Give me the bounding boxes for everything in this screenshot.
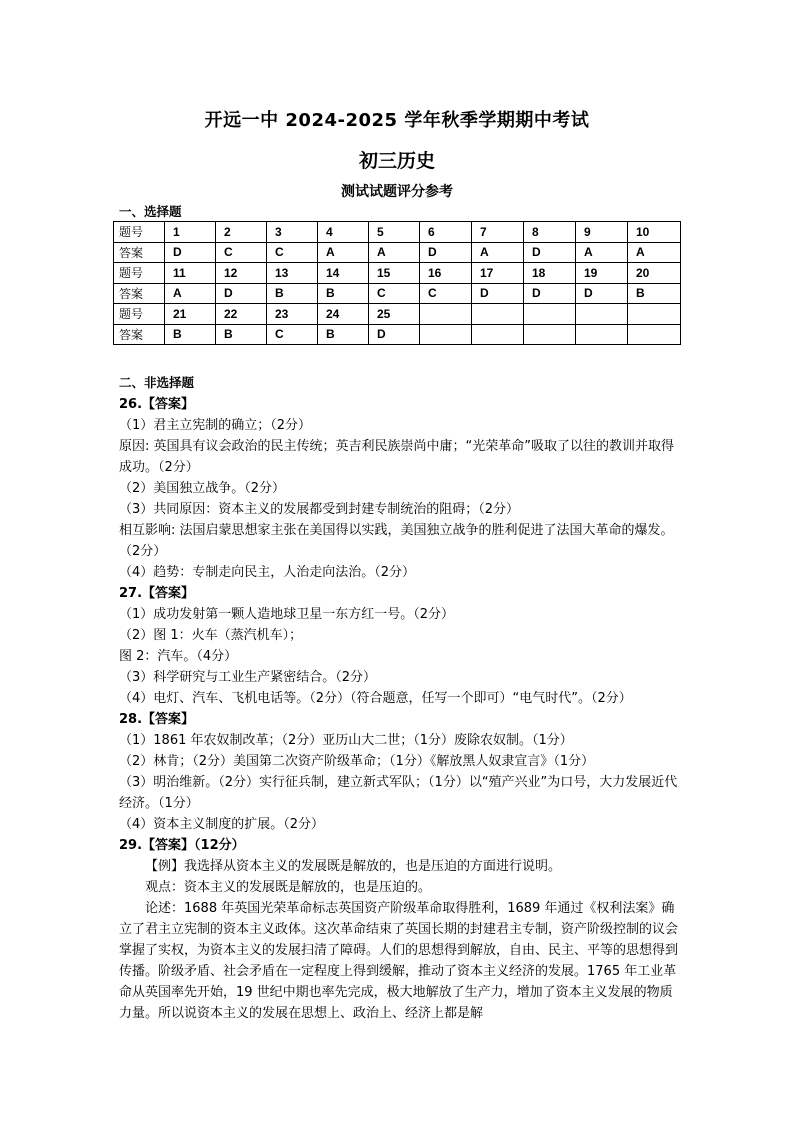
answer-line: （3）共同原因：资本主义的发展都受到封建专制统治的阻碍；（2分） [119,502,520,517]
answer-line: （2）林肯；（2分）美国第二次资产阶级革命；（1分）《解放黑人奴隶宣言》（1分） [119,754,595,769]
table-cell: D [369,324,420,345]
question-heading: 28.【答案】 [119,712,195,727]
answer-line: （2）美国独立战争。（2分） [119,481,286,496]
table-cell: B [216,324,267,345]
table-cell: D [420,242,472,263]
table-cell: D [524,242,576,263]
table-cell: 24 [318,304,369,325]
table-cell: 22 [216,304,267,325]
table-cell: C [369,283,420,304]
table-cell: 9 [576,222,628,243]
table-cell: A [369,242,420,263]
table-cell: 4 [318,222,369,243]
row-label: 答案 [114,242,165,263]
row-label: 答案 [114,283,165,304]
table-cell: D [165,242,216,263]
table-cell: A [318,242,369,263]
table-cell: 18 [524,263,576,284]
table-cell: D [524,283,576,304]
answer-line: （4）资本主义制度的扩展。（2分） [119,817,325,832]
answer-line: 原因: 英国具有议会政治的民主传统；英吉利民族崇尚中庸；“光荣革命”吸取了以往的教训并取得成功。（2分） [119,439,674,475]
table-row [114,324,681,345]
answer-line: 观点：资本主义的发展既是解放的，也是压迫的。 [145,880,432,895]
table-cell: 6 [420,222,472,243]
row-label: 题号 [114,263,165,284]
table-cell: 3 [267,222,318,243]
table-cell: A [472,242,524,263]
table-cell: 1 [165,222,216,243]
table-cell [420,304,472,325]
table-cell [420,324,472,345]
table-cell [576,324,628,345]
subject-title: 初三历史 [358,150,435,172]
table-cell: D [576,283,628,304]
table-cell: 15 [369,263,420,284]
question-heading: 26.【答案】 [119,397,195,412]
answer-line: 相互影响: 法国启蒙思想家主张在美国得以实践，美国独立战争的胜利促进了法国大革命的爆发。（2分） [119,523,674,559]
table-row [114,242,681,263]
answer-line: （4）电灯、汽车、飞机电话等。（2分）（符合题意，任写一个即可）“电气时代”。（2分） [119,691,632,706]
table-cell: 14 [318,263,369,284]
table-row [114,263,681,284]
table-cell: 23 [267,304,318,325]
section-choice-heading: 一、选择题 [119,204,182,219]
answer-line: 【例】我选择从资本主义的发展既是解放的，也是压迫的方面进行说明。 [145,859,562,874]
table-cell: 11 [165,263,216,284]
answer-line: （2）图 1：火车（蒸汽机车）； [119,628,303,643]
table-row [114,222,681,243]
table-cell: A [576,242,628,263]
answer-table [113,221,681,345]
row-label: 题号 [114,222,165,243]
table-cell: 5 [369,222,420,243]
table-cell: C [420,283,472,304]
answer-line: （3）科学研究与工业生产紧密结合。（2分） [119,670,377,685]
table-cell: 21 [165,304,216,325]
table-cell: C [267,242,318,263]
table-cell: 8 [524,222,576,243]
table-cell: 16 [420,263,472,284]
table-cell: 7 [472,222,524,243]
table-cell: C [216,242,267,263]
answer-line: （1）1861 年农奴制改革；（2分）亚历山大二世；（1分）废除农奴制。（1分） [119,733,573,748]
table-cell: D [472,283,524,304]
section-nonchoice-heading: 二、非选择题 [119,375,195,390]
answer-line: （4）趋势：专制走向民主，人治走向法治。（2分） [119,565,416,580]
answer-line: （3）明治维新。（2分）实行征兵制，建立新式军队；（1分）以“殖产兴业”为口号，大力发展近代经济。（1分） [119,775,678,811]
table-cell: B [628,283,681,304]
table-cell: 20 [628,263,681,284]
exam-title: 开远一中 2024-2025 学年秋季学期期中考试 [204,110,590,131]
row-label: 答案 [114,324,165,345]
answer-line: 图 2：汽车。（4分） [119,649,238,664]
question-heading: 27.【答案】 [119,586,195,601]
table-cell: 25 [369,304,420,325]
table-cell: C [267,324,318,345]
question-heading: 29.【答案】（12分） [119,838,245,853]
table-cell: B [267,283,318,304]
table-cell [524,304,576,325]
table-cell: A [628,242,681,263]
table-cell: B [318,324,369,345]
table-cell [628,304,681,325]
table-cell: D [216,283,267,304]
table-cell: 2 [216,222,267,243]
table-cell: 13 [267,263,318,284]
table-cell: A [165,283,216,304]
table-row [114,304,681,325]
table-cell: 17 [472,263,524,284]
table-cell [472,324,524,345]
answer-line: （1）君主立宪制的确立；（2分） [119,418,312,433]
table-cell: 12 [216,263,267,284]
table-cell: B [318,283,369,304]
answer-line: （1）成功发射第一颗人造地球卫星一东方红一号。（2分） [119,607,455,622]
table-cell [628,324,681,345]
table-cell [524,324,576,345]
table-row [114,283,681,304]
table-cell: 10 [628,222,681,243]
answer-body-text [119,394,684,1024]
table-cell [576,304,628,325]
table-cell: B [165,324,216,345]
table-cell [472,304,524,325]
row-label: 题号 [114,304,165,325]
answer-line: 论述：1688 年英国光荣革命标志英国资产阶级革命取得胜利，1689 年通过《权利法案》确立了君主立宪制的资本主义政体。这次革命结束了英国长期的封建君主专制，资产阶级控制的议会掌握了实权，为资本主义的发展扫清了障碍。人们的思想得到解放，自由、民主、平等的思想得到传播。阶级矛盾、社会矛盾在一定程度上得到缓解，推动了资本主义经济的发展。1765 年工业革命从英国率先开始，19 世纪中期也率先完成，极大地解放了生产力，增加了资本主义发展的物质力量。所以说资本主义的发展在思想上、政治上、经济上都是解 [119,901,679,1021]
table-cell: 19 [576,263,628,284]
document-type: 测试试题评分参考 [341,184,453,200]
